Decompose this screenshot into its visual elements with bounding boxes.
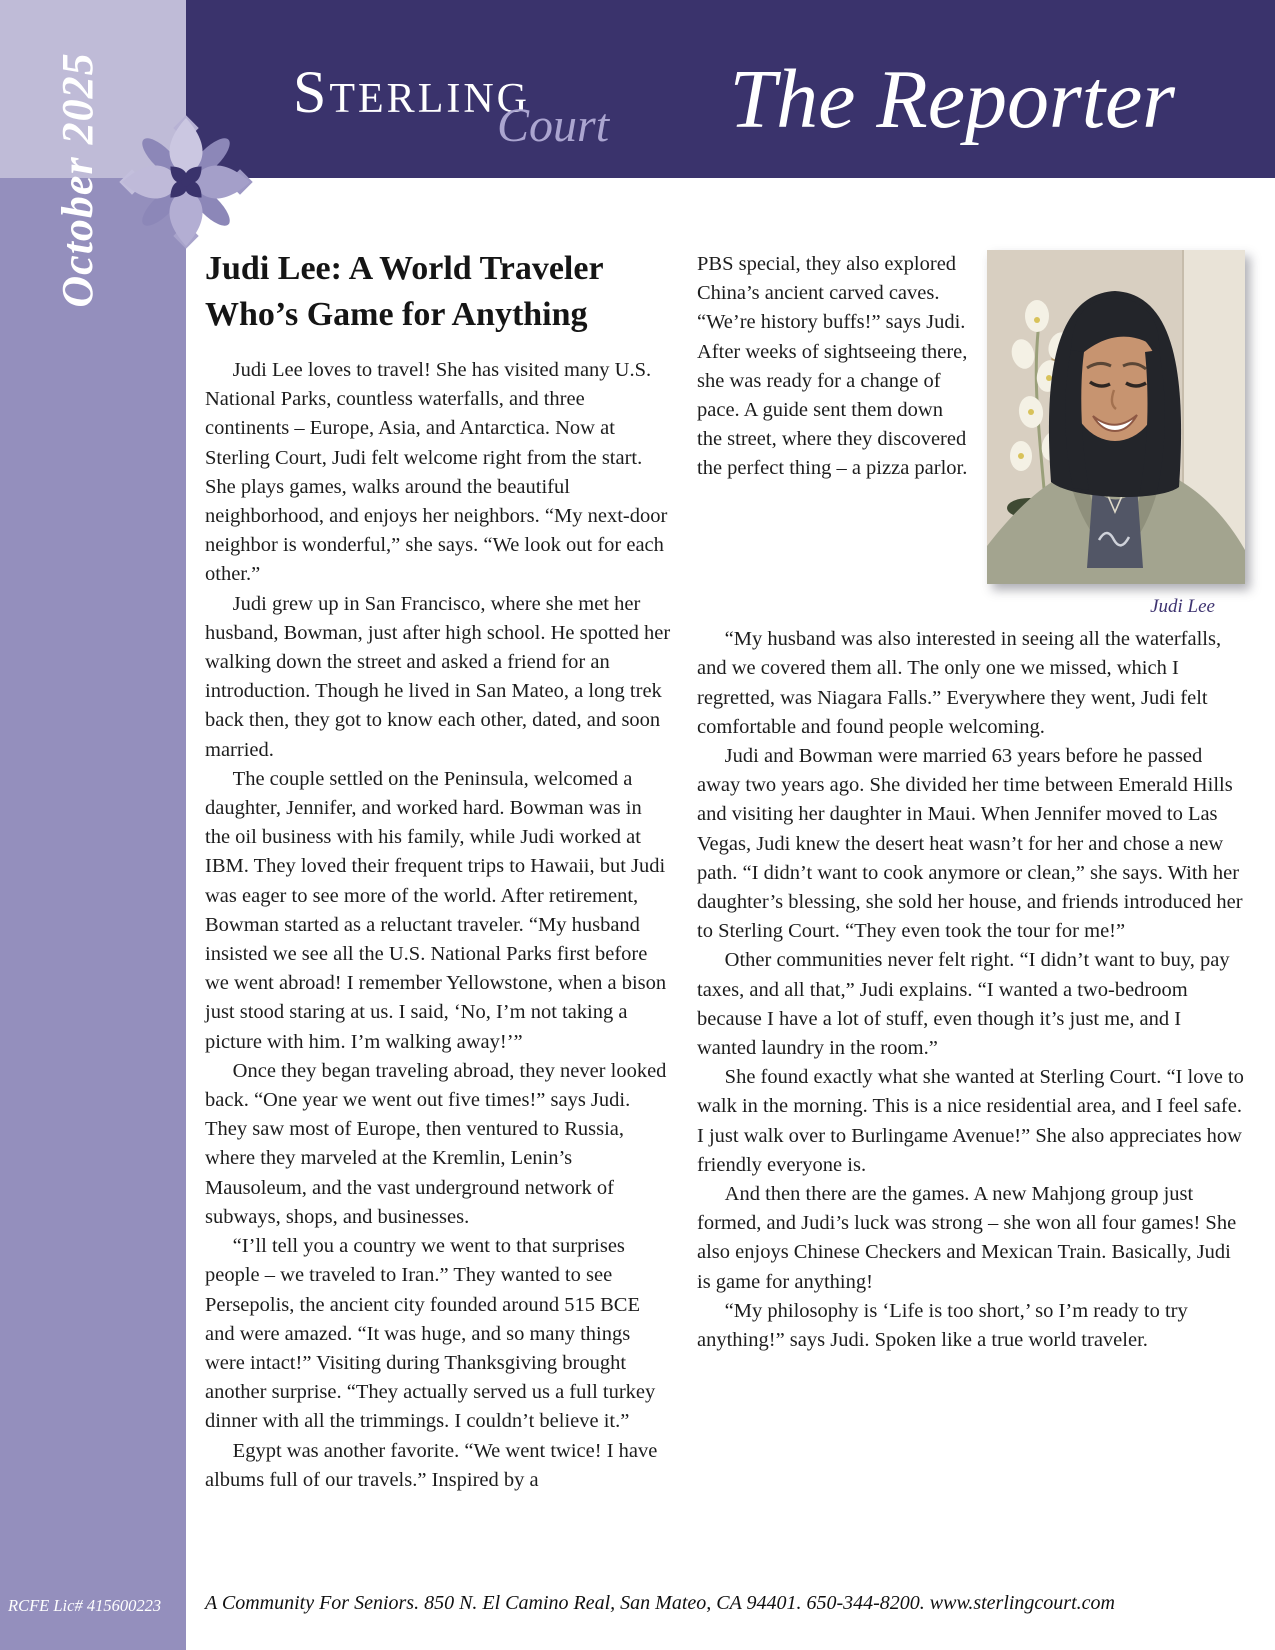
article-title-line2: Who’s Game for Anything [205, 296, 588, 333]
logo-sterling: Sterling [293, 59, 530, 125]
article-paragraph: Judi Lee loves to travel! She has visited many U.S. National Parks, countless waterfalls, and three continents – Europe, Asia, and Antarctica. Now at Sterling Court, Judi felt welcome right from the start. She plays games, walks around the beautiful neighborhood, and enjoys her neighbors. “My next-door neighbor is wonderful,” she says. “We look out for each other.” [205, 359, 668, 586]
article-paragraph: Egypt was another favorite. “We went twice! I have albums full of our travels.” Inspired by a [205, 1439, 658, 1491]
article-paragraph: Other communities never felt right. “I didn’t want to buy, pay taxes, and all that,” Judi explains. “I wanted a two-bedroom because I have a lot of stuff, even though it’s just me, and I wanted laundry in the room.” [697, 949, 1230, 1060]
article-right-column [697, 250, 1245, 1355]
resident-photo-figure [987, 250, 1245, 621]
article-title [205, 246, 677, 338]
article-paragraph: Once they began traveling abroad, they never looked back. “One year we went out five times!” says Judi. They saw most of Europe, then ventured to Russia, where they marveled at the Kremlin, Lenin’s Mausoleum, and the vast underground network of subways, shops, and businesses. [205, 1059, 667, 1228]
flower-ornament-icon [116, 112, 256, 252]
license-number: RCFE Lic# 415600223 [8, 1596, 162, 1615]
sidebar-strip [0, 178, 186, 1650]
article-paragraph: Judi and Bowman were married 63 years before he passed away two years ago. She divided her time between Emerald Hills and visiting her daughter in Maui. When Jennifer moved to Las Vegas, Judi knew the desert heat wasn’t for her and chose a new path. “I didn’t want to cook anymore or clean,” she says. With her daughter’s blessing, she sold her house, and friends introduced her to Sterling Court. “They even took the tour for me!” [697, 745, 1243, 943]
footer-contact-line: A Community For Seniors. 850 N. El Camino Real, San Mateo, CA 94401. 650-344-8200. www.sterlingcourt.com [205, 1592, 1115, 1614]
article-title-line1: Judi Lee: A World Traveler [205, 250, 604, 287]
article-paragraph: She found exactly what she wanted at Sterling Court. “I love to walk in the morning. This is a nice residential area, and I feel safe. I just walk over to Burlingame Avenue!” She also appreciates how friendly everyone is. [697, 1066, 1244, 1176]
article-paragraph: The couple settled on the Peninsula, welcomed a daughter, Jennifer, and worked hard. Bowman was in the oil business with his family, while Judi worked at IBM. They loved their frequent trips to Hawaii, but Judi was eager to see more of the world. After retirement, Bowman started as a reluctant traveler. “My husband insisted we see all the U.S. National Parks first before we went abroad! I remember Yellowstone, when a bison just stood staring at us. I said, ‘No, I’m not taking a picture with him. I’m walking away!’” [205, 767, 667, 1053]
article-paragraph: Judi grew up in San Francisco, where she met her husband, Bowman, just after high school. He spotted her walking down the street and asked a friend for an introduction. Though he lived in San Mateo, a long trek back then, they got to know each other, dated, and soon married. [205, 592, 671, 761]
newsletter-title: The Reporter [729, 53, 1175, 146]
resident-photo [987, 250, 1245, 584]
logo-court: Court [497, 99, 610, 152]
article-paragraph: PBS special, they also explored China’s ancient carved caves. “We’re history buffs!” says Judi. After weeks of sightseeing there, she was ready for a change of pace. A guide sent them down the street, where they discovered the perfect thing – a pizza parlor. [697, 253, 968, 480]
article-paragraph: “I’ll tell you a country we went to that surprises people – we traveled to Iran.” They wanted to see Persepolis, the ancient city founded around 515 BCE and were amazed. “It was huge, and so many things were intact!” Visiting during Thanksgiving brought another surprise. “They actually served us a full turkey dinner with all the trimmings. I couldn’t believe it.” [205, 1235, 656, 1433]
photo-caption: Judi Lee [1150, 596, 1215, 617]
article-paragraph: And then there are the games. A new Mahjong group just formed, and Judi’s luck was strong – she won all four games! She also enjoys Chinese Checkers and Mexican Train. Basically, Judi is game for anything! [697, 1183, 1237, 1293]
article-paragraph: “My philosophy is ‘Life is too short,’ so I’m ready to try anything!” says Judi. Spoken like a true world traveler. [697, 1299, 1188, 1352]
article-left-column [205, 356, 671, 1495]
article-paragraph: “My husband was also interested in seeing all the waterfalls, and we covered them all. The only one we missed, which I regretted, was Niagara Falls.” Everywhere they went, Judi felt comfortable and found people welcoming. [697, 628, 1222, 738]
issue-date: October 2025 [53, 52, 102, 308]
